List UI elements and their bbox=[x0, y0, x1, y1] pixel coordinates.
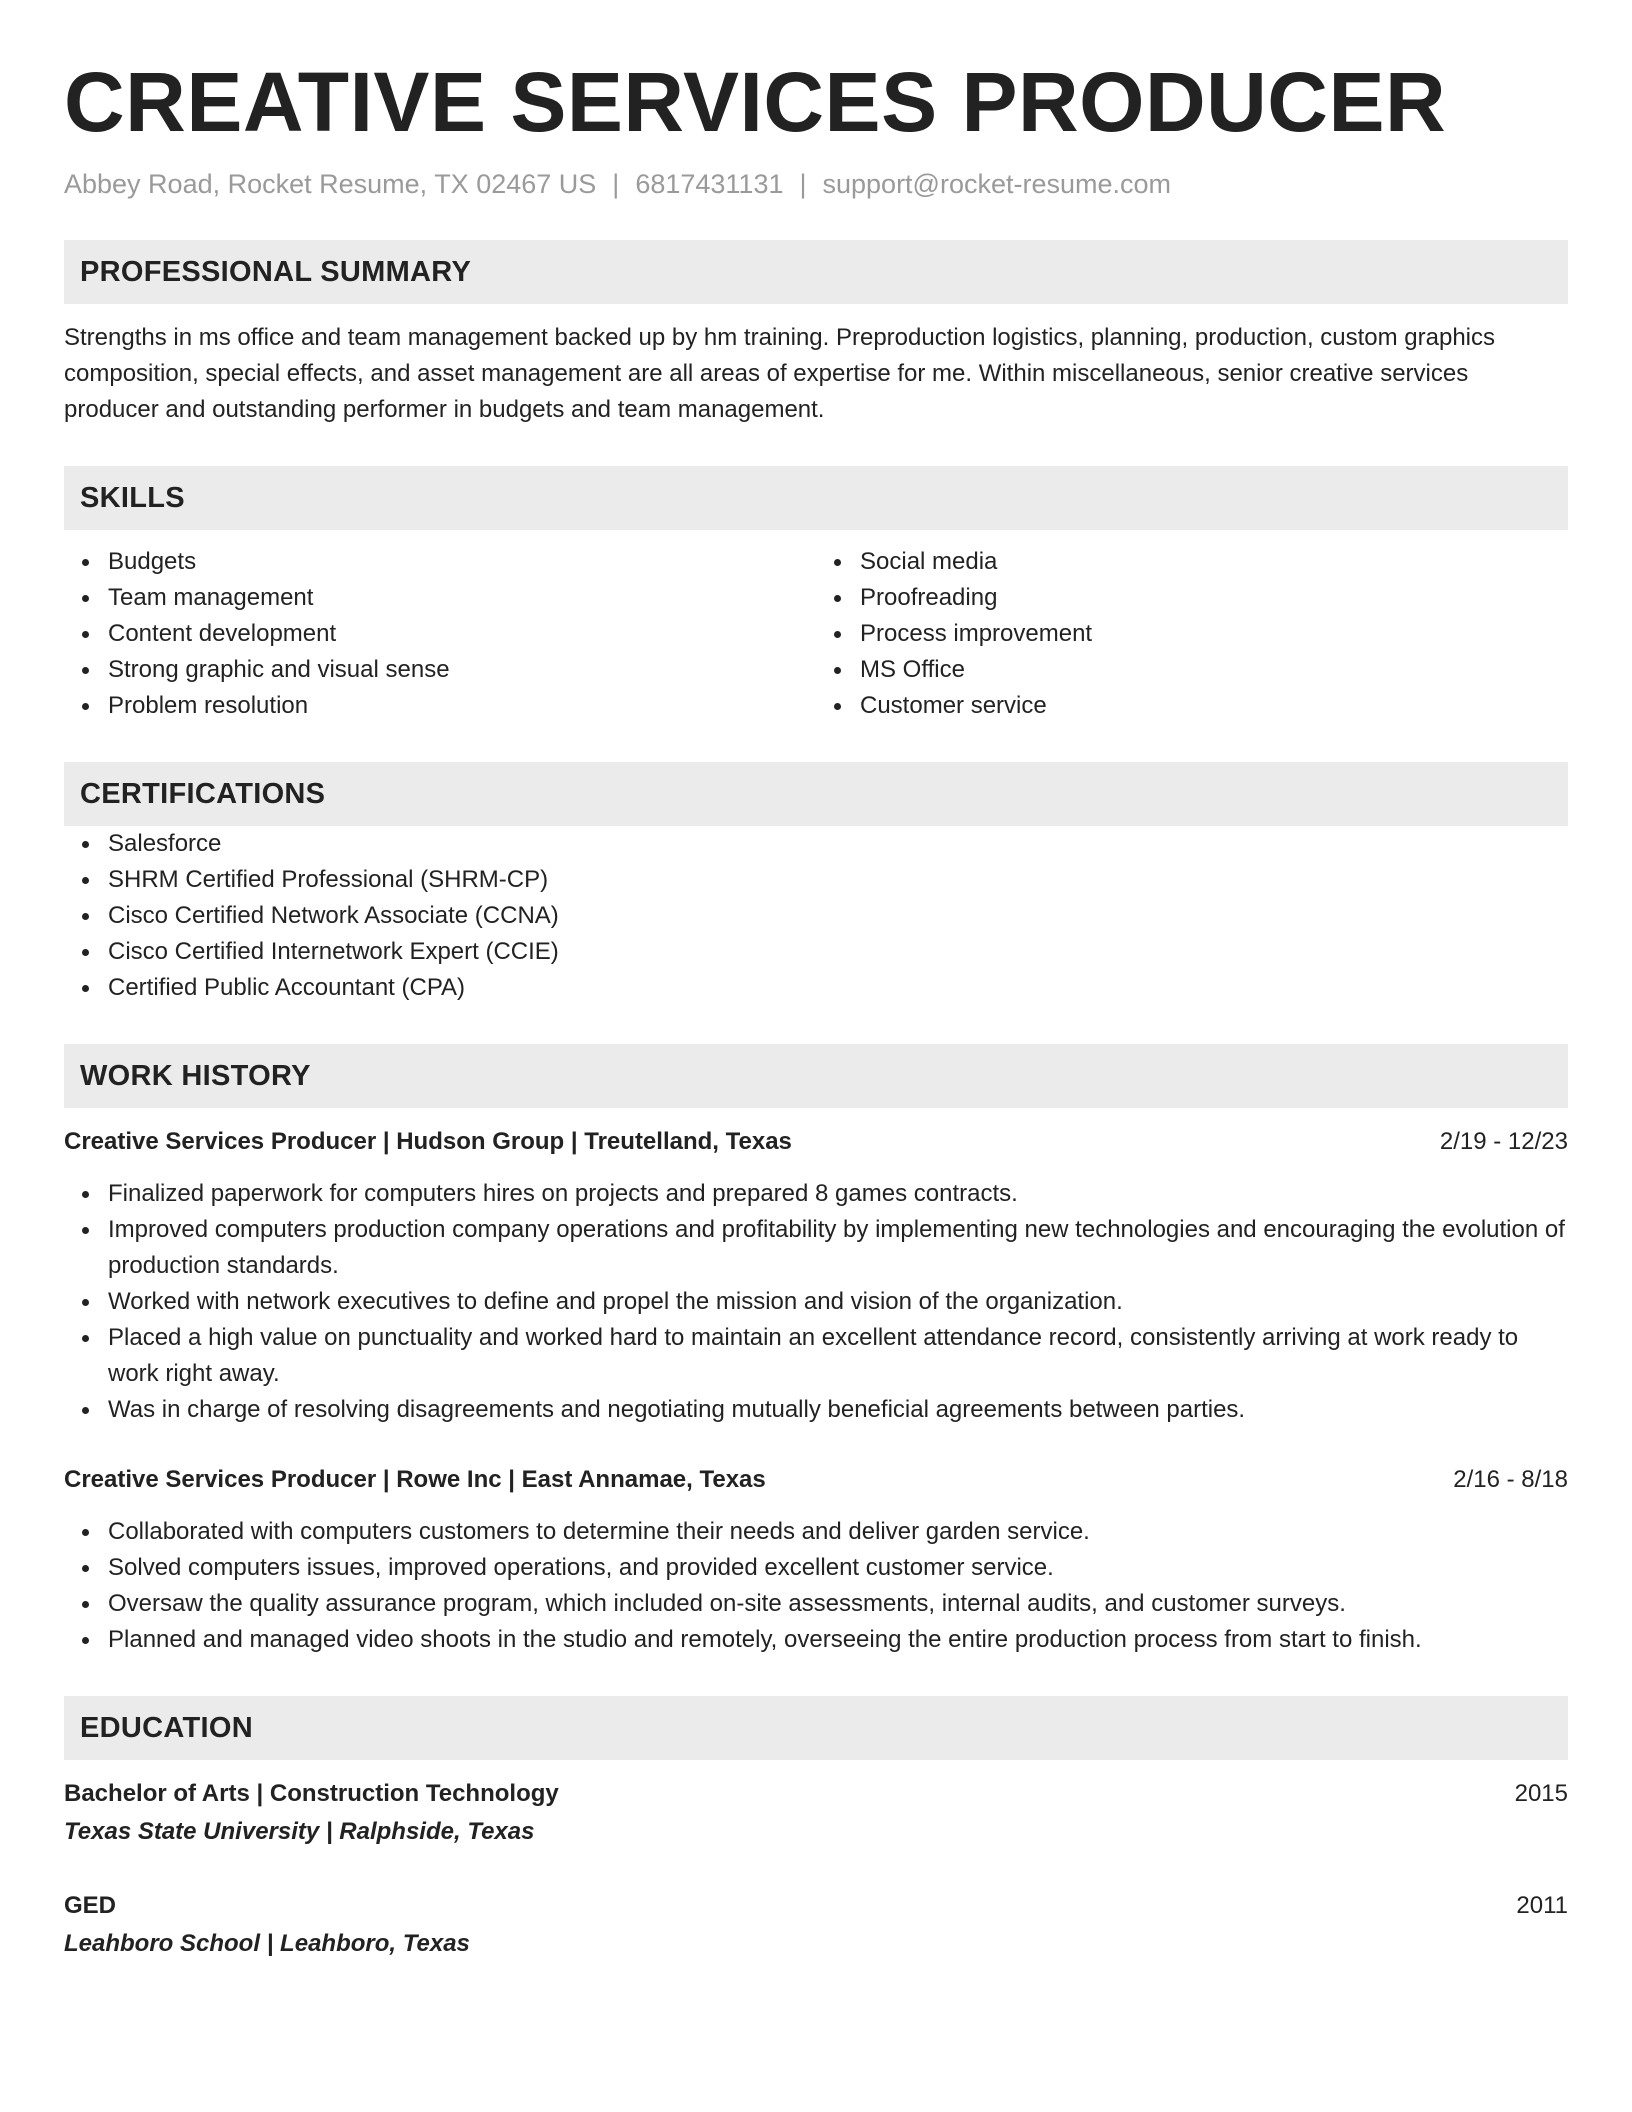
contact-phone: 6817431131 bbox=[635, 169, 784, 199]
contact-separator: | bbox=[612, 169, 620, 199]
job-bullet: Worked with network executives to define and propel the mission and vision of the organization. bbox=[108, 1284, 1568, 1320]
degree: Bachelor of Arts | Construction Technology bbox=[64, 1780, 559, 1807]
certifications-section bbox=[64, 762, 1568, 1006]
education-heading: EDUCATION bbox=[64, 1696, 1568, 1760]
certification-item: Salesforce bbox=[108, 826, 1568, 862]
certification-item: Cisco Certified Internetwork Expert (CCIE) bbox=[108, 934, 1568, 970]
skills-heading: SKILLS bbox=[64, 466, 1568, 530]
summary-heading: PROFESSIONAL SUMMARY bbox=[64, 240, 1568, 304]
job-bullet: Finalized paperwork for computers hires on projects and prepared 8 games contracts. bbox=[108, 1176, 1568, 1212]
skill-item: MS Office bbox=[860, 652, 1568, 688]
degree: GED bbox=[64, 1892, 117, 1919]
job-bullet: Oversaw the quality assurance program, which included on-site assessments, internal audits, and customer surveys. bbox=[108, 1586, 1568, 1622]
school-name: Leahboro School | Leahboro, Texas bbox=[64, 1930, 470, 1957]
work-history-heading: WORK HISTORY bbox=[64, 1044, 1568, 1108]
job-bullet: Improved computers production company operations and profitability by implementing new technologies and encouraging the evolution of production standards. bbox=[108, 1212, 1568, 1284]
job-title: Creative Services Producer | Rowe Inc | East Annamae, Texas bbox=[64, 1466, 766, 1493]
job-dates: 2/16 - 8/18 bbox=[1453, 1466, 1568, 1493]
skill-item: Team management bbox=[108, 580, 816, 616]
job-bullet: Solved computers issues, improved operations, and provided excellent customer service. bbox=[108, 1550, 1568, 1586]
job-bullet: Was in charge of resolving disagreements and negotiating mutually beneficial agreements between parties. bbox=[108, 1392, 1568, 1428]
skill-item: Problem resolution bbox=[108, 688, 816, 724]
skills-grid bbox=[64, 544, 1568, 724]
contact-line bbox=[64, 166, 1568, 202]
contact-email: support@rocket-resume.com bbox=[822, 169, 1172, 199]
contact-address: Abbey Road, Rocket Resume, TX 02467 US bbox=[64, 169, 597, 199]
skills-right-list bbox=[816, 544, 1568, 724]
skill-item: Strong graphic and visual sense bbox=[108, 652, 816, 688]
job-bullets bbox=[64, 1514, 1568, 1658]
job-bullet: Collaborated with computers customers to determine their needs and deliver garden service. bbox=[108, 1514, 1568, 1550]
graduation-year: 2011 bbox=[1516, 1892, 1568, 1919]
candidate-name: CREATIVE SERVICES PRODUCER bbox=[64, 55, 1447, 149]
summary-text: Strengths in ms office and team management backed up by hm training. Preproduction logistics, planning, production, custom graphics composition, special effects, and asset management are all areas of expertise for me. Within miscellaneous, senior creative services producer and outstanding performer in budgets and team management. bbox=[64, 324, 1496, 423]
certification-item: Cisco Certified Network Associate (CCNA) bbox=[108, 898, 1568, 934]
job-entry bbox=[64, 1124, 1568, 1428]
education-section bbox=[64, 1696, 1568, 1962]
certifications-heading: CERTIFICATIONS bbox=[64, 762, 1568, 826]
summary-section bbox=[64, 240, 1568, 428]
job-bullets bbox=[64, 1176, 1568, 1428]
skills-section bbox=[64, 466, 1568, 724]
education-header bbox=[64, 1776, 1568, 1812]
contact-separator: | bbox=[799, 169, 807, 199]
job-entry bbox=[64, 1462, 1568, 1658]
job-bullet: Planned and managed video shoots in the studio and remotely, overseeing the entire production process from start to finish. bbox=[108, 1622, 1568, 1658]
skill-item: Social media bbox=[860, 544, 1568, 580]
certifications-list bbox=[64, 826, 1568, 1006]
education-entry bbox=[64, 1776, 1568, 1850]
education-header bbox=[64, 1888, 1568, 1924]
job-header bbox=[64, 1462, 1568, 1498]
job-dates: 2/19 - 12/23 bbox=[1439, 1128, 1568, 1155]
education-entry bbox=[64, 1888, 1568, 1962]
work-history-section bbox=[64, 1044, 1568, 1658]
certification-item: SHRM Certified Professional (SHRM-CP) bbox=[108, 862, 1568, 898]
skill-item: Process improvement bbox=[860, 616, 1568, 652]
school-name: Texas State University | Ralphside, Texas bbox=[64, 1818, 535, 1845]
skill-item: Customer service bbox=[860, 688, 1568, 724]
skill-item: Content development bbox=[108, 616, 816, 652]
job-title: Creative Services Producer | Hudson Group | Treutelland, Texas bbox=[64, 1128, 792, 1155]
skill-item: Budgets bbox=[108, 544, 816, 580]
graduation-year: 2015 bbox=[1514, 1780, 1568, 1807]
certification-item: Certified Public Accountant (CPA) bbox=[108, 970, 1568, 1006]
job-header bbox=[64, 1124, 1568, 1160]
job-bullet: Placed a high value on punctuality and worked hard to maintain an excellent attendance record, consistently arriving at work ready to work right away. bbox=[108, 1320, 1568, 1392]
skills-left-list bbox=[64, 544, 816, 724]
skill-item: Proofreading bbox=[860, 580, 1568, 616]
